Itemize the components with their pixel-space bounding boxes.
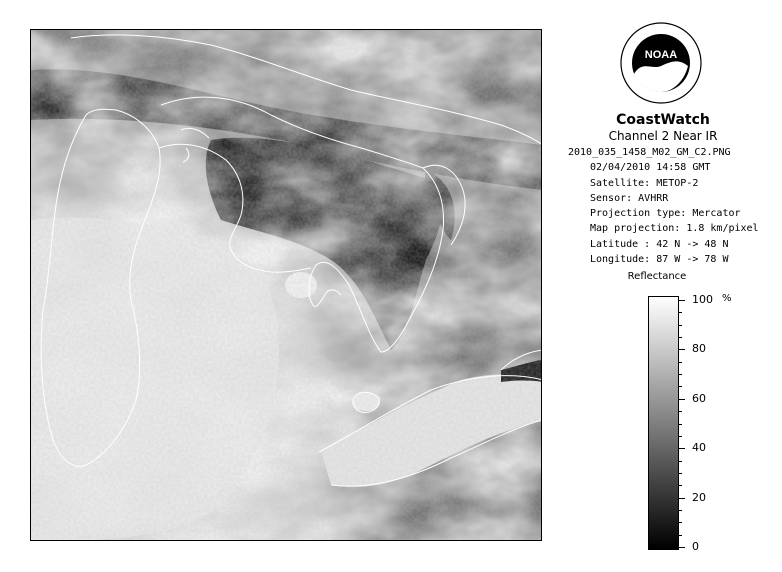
colorbar-tick-label: 0 [692,540,699,553]
satellite-map [30,29,542,541]
colorbar-ticks [679,293,759,553]
panel-title: CoastWatch [616,112,710,128]
colorbar-tick-label: 60 [692,391,706,405]
colorbar-tick-label: 20 [692,490,706,504]
colorbar-minor-tick [679,325,682,326]
colorbar-unit: % [722,293,732,304]
colorbar-minor-tick [679,312,682,313]
colorbar-minor-tick [679,411,682,412]
metadata-block [568,145,759,267]
colorbar-minor-tick [679,510,682,511]
colorbar-minor-tick [679,461,682,462]
colorbar-major-tick [679,498,685,499]
colorbar-minor-tick [679,374,682,375]
noaa-logo-icon [620,22,702,104]
colorbar-minor-tick [679,535,682,536]
colorbar-major-tick [679,300,685,301]
longitude-text: Longitude: 87 W -> 78 W [590,254,729,266]
colorbar-major-tick [679,349,685,350]
colorbar-minor-tick [679,337,682,338]
satellite-text: Satellite: METOP-2 [590,177,699,189]
panel-subtitle: Channel 2 Near IR [608,129,718,143]
filename-text: 2010_035_1458_M02_GM_C2.PNG [568,147,731,158]
colorbar-minor-tick [679,362,682,363]
map-projection-text: Map projection: 1.8 km/pixel [590,223,759,235]
datetime-text: 02/04/2010 14:58 GMT [590,162,711,174]
latitude-text: Latitude : 42 N -> 48 N [590,238,729,250]
colorbar-major-tick [679,399,685,400]
colorbar-major-tick [679,547,685,548]
colorbar-major-tick [679,448,685,449]
sensor-text: Sensor: AVHRR [590,192,669,204]
projection-type-text: Projection type: Mercator [590,208,741,220]
colorbar-tick-label: 80 [692,342,706,356]
satellite-image [31,30,542,541]
colorbar-minor-tick [679,386,682,387]
colorbar-minor-tick [679,424,682,425]
colorbar-tick-label: 100 [692,293,713,306]
colorbar-minor-tick [679,436,682,437]
colorbar-tick-label: 40 [692,441,706,455]
colorbar-minor-tick [679,485,682,486]
colorbar-minor-tick [679,522,682,523]
colorbar-minor-tick [679,473,682,474]
colorbar [648,296,679,550]
colorbar-label: Reflectance [627,271,687,282]
noaa-logo-text: NOAA [644,49,678,61]
